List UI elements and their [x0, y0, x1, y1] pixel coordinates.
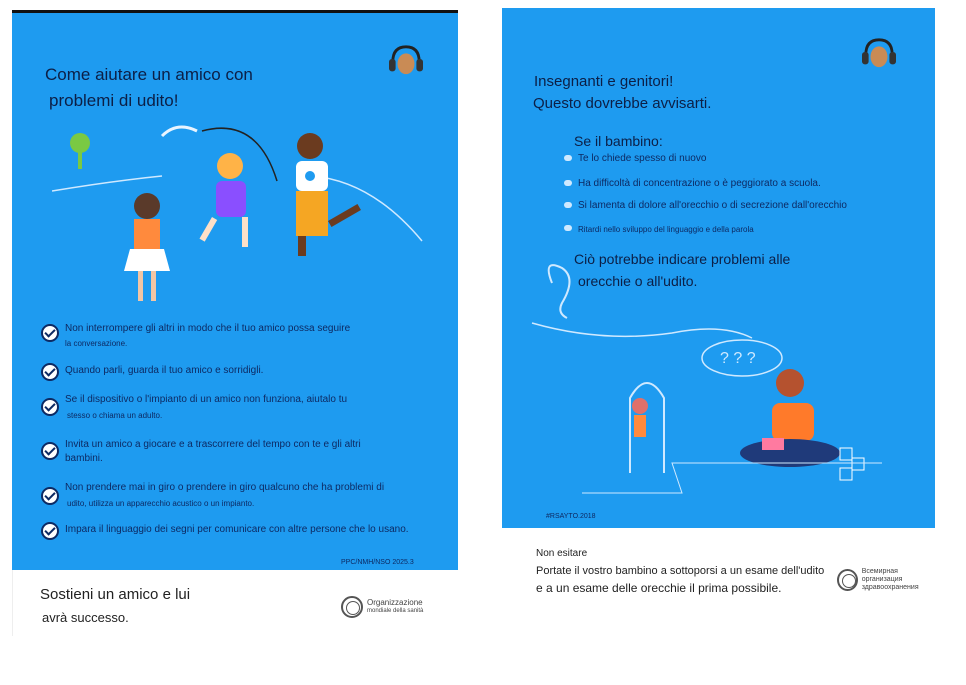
poster-left — [12, 10, 458, 573]
poster-title-line1: Come aiutare un amico con — [45, 65, 253, 84]
poster-title-line2: Questo dovrebbe avvisarti. — [533, 95, 712, 112]
tip-text: la conversazione. — [65, 339, 128, 348]
tip-text: Invita un amico a giocare e a trascorrere del tempo con te e gli altri — [65, 439, 361, 450]
footer-line2: avrà successo. — [42, 610, 129, 625]
bullet-icon — [564, 180, 572, 186]
tip-text: bambini. — [65, 453, 103, 464]
who-logo — [341, 596, 423, 618]
bullet-icon — [564, 225, 572, 231]
checkmark-icon — [41, 487, 59, 505]
poster-title-line2: problemi di udito! — [49, 91, 179, 110]
tip-text: Se il dispositivo o l'impianto di un amico non funziona, aiutalo tu — [65, 394, 348, 405]
poster-subtitle: Se il bambino: — [574, 133, 663, 149]
poster-right — [502, 8, 935, 528]
bullet-icon — [564, 202, 572, 208]
sign-item: Si lamenta di dolore all'orecchio o di secrezione dall'orecchio — [578, 200, 847, 211]
tip-text: Non prendere mai in giro o prendere in giro qualcuno che ha problemi di — [65, 482, 385, 493]
poster-right-footer — [502, 528, 935, 620]
tip-text: stesso o chiama un adulto. — [67, 411, 163, 420]
who-name-line2: здравоохранения — [861, 584, 919, 591]
children-playing-illustration — [52, 121, 432, 306]
tip-text: Quando parli, guarda il tuo amico e sorridigli. — [65, 365, 264, 376]
who-name-line2: mondiale della sanità — [367, 608, 424, 614]
footer-heading: Non esitare — [536, 548, 588, 559]
poster-code: PPC/NMH/NSO 2025.3 — [341, 559, 414, 566]
checkmark-icon — [41, 442, 59, 460]
who-logo — [837, 568, 935, 592]
teacher-child-illustration — [522, 263, 922, 513]
poster-left-footer — [12, 570, 459, 636]
headphones-icon — [386, 43, 426, 77]
warning-line1: Ciò potrebbe indicare problemi alle — [574, 251, 791, 267]
bullet-icon — [564, 155, 572, 161]
sign-item: Ritardi nello sviluppo del linguaggio e della parola — [578, 225, 754, 234]
checkmark-icon — [41, 324, 59, 342]
who-name-line1: Organizzazione — [367, 598, 423, 607]
checkmark-icon — [41, 398, 59, 416]
who-emblem-icon — [837, 569, 858, 591]
svg-text:? ? ?: ? ? ? — [720, 350, 756, 367]
sign-item: Te lo chiede spesso di nuovo — [578, 153, 707, 164]
checkmark-icon — [41, 522, 59, 540]
footer-line2: e a un esame delle orecchie il prima possibile. — [536, 581, 782, 595]
footer-line1: Portate il vostro bambino a sottoporsi a un esame dell'udito — [536, 565, 825, 577]
poster-code: #RSAYTO.2018 — [546, 513, 596, 520]
footer-line1: Sostieni un amico e lui — [40, 586, 191, 603]
warning-line2: orecchie o all'udito. — [578, 273, 698, 289]
tip-text: Non interrompere gli altri in modo che il tuo amico possa seguire — [65, 323, 351, 334]
tip-text: Impara il linguaggio dei segni per comunicare con altre persone che lo usano. — [65, 524, 409, 535]
who-emblem-icon — [341, 596, 363, 618]
poster-title-line1: Insegnanti e genitori! — [534, 73, 674, 90]
headphones-icon — [859, 36, 899, 70]
tip-text: udito, utilizza un apparecchio acustico o un impianto. — [67, 499, 255, 508]
sign-item: Ha difficoltà di concentrazione o è peggiorato a scuola. — [578, 178, 821, 189]
who-name-line1: Всемирная организация — [861, 568, 903, 583]
checkmark-icon — [41, 363, 59, 381]
